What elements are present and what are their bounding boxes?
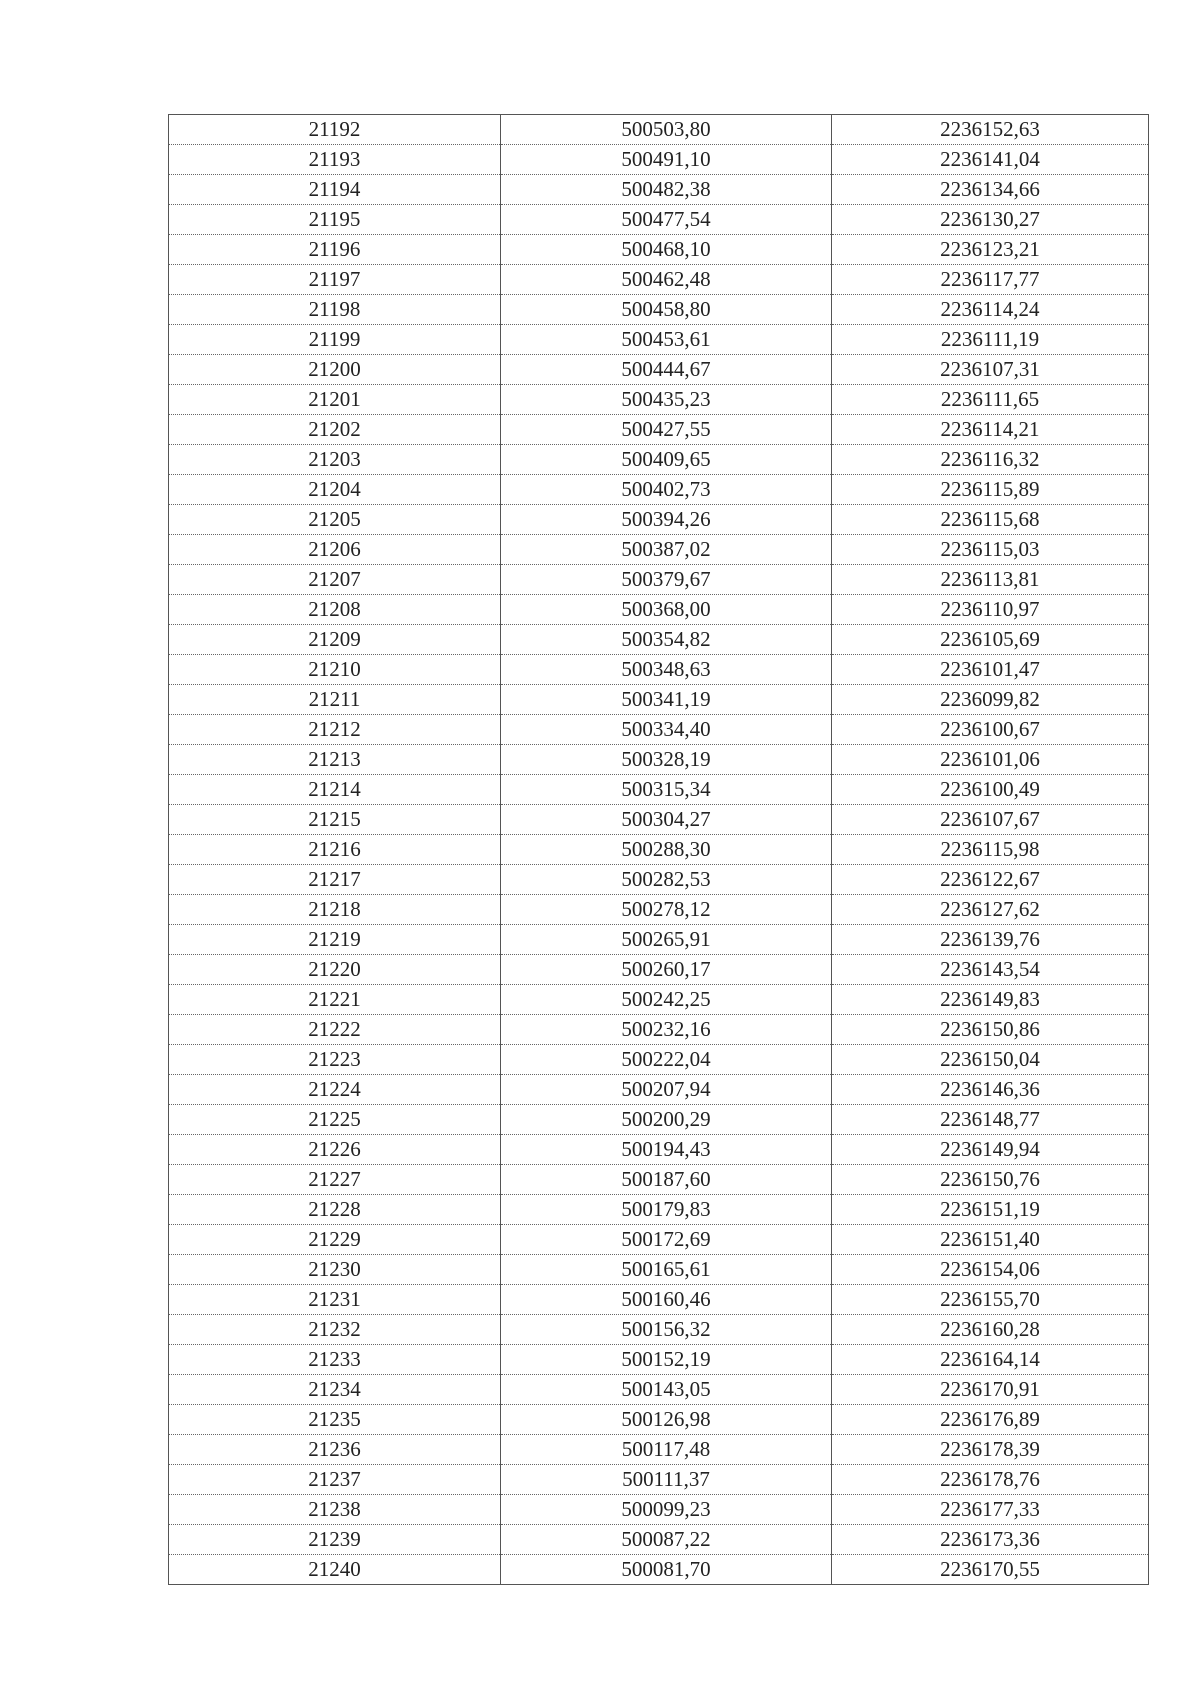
y-coordinate-cell: 2236139,76 <box>832 925 1149 955</box>
point-number-cell: 21222 <box>169 1015 501 1045</box>
x-coordinate-cell: 500462,48 <box>501 265 832 295</box>
point-number-cell: 21231 <box>169 1285 501 1315</box>
table-row <box>169 655 1149 685</box>
point-number-cell: 21239 <box>169 1525 501 1555</box>
table-row <box>169 265 1149 295</box>
table-row <box>169 865 1149 895</box>
x-coordinate-cell: 500194,43 <box>501 1135 832 1165</box>
y-coordinate-cell: 2236127,62 <box>832 895 1149 925</box>
point-number-cell: 21217 <box>169 865 501 895</box>
point-number-cell: 21218 <box>169 895 501 925</box>
point-number-cell: 21235 <box>169 1405 501 1435</box>
table-row <box>169 1375 1149 1405</box>
table-row <box>169 895 1149 925</box>
point-number-cell: 21226 <box>169 1135 501 1165</box>
x-coordinate-cell: 500387,02 <box>501 535 832 565</box>
y-coordinate-cell: 2236150,76 <box>832 1165 1149 1195</box>
y-coordinate-cell: 2236122,67 <box>832 865 1149 895</box>
table-row <box>169 1045 1149 1075</box>
y-coordinate-cell: 2236146,36 <box>832 1075 1149 1105</box>
point-number-cell: 21209 <box>169 625 501 655</box>
table-row <box>169 1255 1149 1285</box>
y-coordinate-cell: 2236176,89 <box>832 1405 1149 1435</box>
y-coordinate-cell: 2236115,03 <box>832 535 1149 565</box>
y-coordinate-cell: 2236114,24 <box>832 295 1149 325</box>
table-row <box>169 415 1149 445</box>
table-row <box>169 595 1149 625</box>
y-coordinate-cell: 2236152,63 <box>832 115 1149 145</box>
point-number-cell: 21214 <box>169 775 501 805</box>
y-coordinate-cell: 2236164,14 <box>832 1345 1149 1375</box>
point-number-cell: 21228 <box>169 1195 501 1225</box>
table-row <box>169 535 1149 565</box>
point-number-cell: 21223 <box>169 1045 501 1075</box>
table-row <box>169 175 1149 205</box>
point-number-cell: 21210 <box>169 655 501 685</box>
y-coordinate-cell: 2236134,66 <box>832 175 1149 205</box>
x-coordinate-cell: 500143,05 <box>501 1375 832 1405</box>
point-number-cell: 21215 <box>169 805 501 835</box>
x-coordinate-cell: 500394,26 <box>501 505 832 535</box>
table-row <box>169 295 1149 325</box>
point-number-cell: 21203 <box>169 445 501 475</box>
y-coordinate-cell: 2236100,67 <box>832 715 1149 745</box>
point-number-cell: 21199 <box>169 325 501 355</box>
y-coordinate-cell: 2236110,97 <box>832 595 1149 625</box>
table-row <box>169 115 1149 145</box>
coordinates-table <box>168 114 1149 1585</box>
point-number-cell: 21225 <box>169 1105 501 1135</box>
table-row <box>169 1015 1149 1045</box>
table-row <box>169 145 1149 175</box>
x-coordinate-cell: 500328,19 <box>501 745 832 775</box>
point-number-cell: 21213 <box>169 745 501 775</box>
x-coordinate-cell: 500341,19 <box>501 685 832 715</box>
y-coordinate-cell: 2236170,91 <box>832 1375 1149 1405</box>
table-row <box>169 1135 1149 1165</box>
table-row <box>169 1285 1149 1315</box>
y-coordinate-cell: 2236107,67 <box>832 805 1149 835</box>
point-number-cell: 21216 <box>169 835 501 865</box>
point-number-cell: 21198 <box>169 295 501 325</box>
x-coordinate-cell: 500222,04 <box>501 1045 832 1075</box>
x-coordinate-cell: 500477,54 <box>501 205 832 235</box>
x-coordinate-cell: 500427,55 <box>501 415 832 445</box>
table-row <box>169 1525 1149 1555</box>
y-coordinate-cell: 2236114,21 <box>832 415 1149 445</box>
y-coordinate-cell: 2236101,06 <box>832 745 1149 775</box>
y-coordinate-cell: 2236150,86 <box>832 1015 1149 1045</box>
table-row <box>169 1225 1149 1255</box>
y-coordinate-cell: 2236107,31 <box>832 355 1149 385</box>
table-row <box>169 715 1149 745</box>
y-coordinate-cell: 2236116,32 <box>832 445 1149 475</box>
y-coordinate-cell: 2236154,06 <box>832 1255 1149 1285</box>
y-coordinate-cell: 2236111,65 <box>832 385 1149 415</box>
x-coordinate-cell: 500117,48 <box>501 1435 832 1465</box>
point-number-cell: 21229 <box>169 1225 501 1255</box>
point-number-cell: 21201 <box>169 385 501 415</box>
x-coordinate-cell: 500232,16 <box>501 1015 832 1045</box>
point-number-cell: 21200 <box>169 355 501 385</box>
table-row <box>169 805 1149 835</box>
table-row <box>169 505 1149 535</box>
table-row <box>169 355 1149 385</box>
table-row <box>169 1345 1149 1375</box>
x-coordinate-cell: 500482,38 <box>501 175 832 205</box>
y-coordinate-cell: 2236123,21 <box>832 235 1149 265</box>
table-row <box>169 235 1149 265</box>
y-coordinate-cell: 2236149,94 <box>832 1135 1149 1165</box>
point-number-cell: 21205 <box>169 505 501 535</box>
x-coordinate-cell: 500368,00 <box>501 595 832 625</box>
y-coordinate-cell: 2236101,47 <box>832 655 1149 685</box>
y-coordinate-cell: 2236113,81 <box>832 565 1149 595</box>
x-coordinate-cell: 500165,61 <box>501 1255 832 1285</box>
x-coordinate-cell: 500315,34 <box>501 775 832 805</box>
x-coordinate-cell: 500179,83 <box>501 1195 832 1225</box>
y-coordinate-cell: 2236155,70 <box>832 1285 1149 1315</box>
y-coordinate-cell: 2236173,36 <box>832 1525 1149 1555</box>
x-coordinate-cell: 500126,98 <box>501 1405 832 1435</box>
table-row <box>169 1405 1149 1435</box>
table-row <box>169 1195 1149 1225</box>
x-coordinate-cell: 500444,67 <box>501 355 832 385</box>
point-number-cell: 21208 <box>169 595 501 625</box>
point-number-cell: 21212 <box>169 715 501 745</box>
point-number-cell: 21195 <box>169 205 501 235</box>
table-row <box>169 1105 1149 1135</box>
point-number-cell: 21196 <box>169 235 501 265</box>
point-number-cell: 21233 <box>169 1345 501 1375</box>
y-coordinate-cell: 2236143,54 <box>832 955 1149 985</box>
point-number-cell: 21206 <box>169 535 501 565</box>
x-coordinate-cell: 500187,60 <box>501 1165 832 1195</box>
x-coordinate-cell: 500453,61 <box>501 325 832 355</box>
table-row <box>169 205 1149 235</box>
point-number-cell: 21211 <box>169 685 501 715</box>
x-coordinate-cell: 500265,91 <box>501 925 832 955</box>
y-coordinate-cell: 2236130,27 <box>832 205 1149 235</box>
point-number-cell: 21192 <box>169 115 501 145</box>
point-number-cell: 21202 <box>169 415 501 445</box>
x-coordinate-cell: 500379,67 <box>501 565 832 595</box>
y-coordinate-cell: 2236105,69 <box>832 625 1149 655</box>
x-coordinate-cell: 500282,53 <box>501 865 832 895</box>
y-coordinate-cell: 2236115,68 <box>832 505 1149 535</box>
y-coordinate-cell: 2236177,33 <box>832 1495 1149 1525</box>
x-coordinate-cell: 500468,10 <box>501 235 832 265</box>
x-coordinate-cell: 500242,25 <box>501 985 832 1015</box>
x-coordinate-cell: 500348,63 <box>501 655 832 685</box>
table-row <box>169 1495 1149 1525</box>
table-row <box>169 445 1149 475</box>
y-coordinate-cell: 2236149,83 <box>832 985 1149 1015</box>
y-coordinate-cell: 2236115,98 <box>832 835 1149 865</box>
y-coordinate-cell: 2236170,55 <box>832 1555 1149 1585</box>
x-coordinate-cell: 500458,80 <box>501 295 832 325</box>
y-coordinate-cell: 2236115,89 <box>832 475 1149 505</box>
point-number-cell: 21232 <box>169 1315 501 1345</box>
point-number-cell: 21240 <box>169 1555 501 1585</box>
point-number-cell: 21204 <box>169 475 501 505</box>
table-row <box>169 1315 1149 1345</box>
x-coordinate-cell: 500304,27 <box>501 805 832 835</box>
point-number-cell: 21227 <box>169 1165 501 1195</box>
point-number-cell: 21219 <box>169 925 501 955</box>
table-row <box>169 925 1149 955</box>
y-coordinate-cell: 2236178,76 <box>832 1465 1149 1495</box>
x-coordinate-cell: 500278,12 <box>501 895 832 925</box>
y-coordinate-cell: 2236100,49 <box>832 775 1149 805</box>
y-coordinate-cell: 2236117,77 <box>832 265 1149 295</box>
table-row <box>169 625 1149 655</box>
table-row <box>169 325 1149 355</box>
x-coordinate-cell: 500152,19 <box>501 1345 832 1375</box>
y-coordinate-cell: 2236151,19 <box>832 1195 1149 1225</box>
point-number-cell: 21194 <box>169 175 501 205</box>
x-coordinate-cell: 500099,23 <box>501 1495 832 1525</box>
point-number-cell: 21234 <box>169 1375 501 1405</box>
x-coordinate-cell: 500402,73 <box>501 475 832 505</box>
x-coordinate-cell: 500156,32 <box>501 1315 832 1345</box>
x-coordinate-cell: 500503,80 <box>501 115 832 145</box>
x-coordinate-cell: 500334,40 <box>501 715 832 745</box>
y-coordinate-cell: 2236150,04 <box>832 1045 1149 1075</box>
x-coordinate-cell: 500207,94 <box>501 1075 832 1105</box>
x-coordinate-cell: 500087,22 <box>501 1525 832 1555</box>
table-row <box>169 1165 1149 1195</box>
coordinates-table-body <box>169 115 1149 1585</box>
y-coordinate-cell: 2236151,40 <box>832 1225 1149 1255</box>
x-coordinate-cell: 500081,70 <box>501 1555 832 1585</box>
point-number-cell: 21221 <box>169 985 501 1015</box>
table-row <box>169 685 1149 715</box>
point-number-cell: 21237 <box>169 1465 501 1495</box>
x-coordinate-cell: 500160,46 <box>501 1285 832 1315</box>
x-coordinate-cell: 500172,69 <box>501 1225 832 1255</box>
table-row <box>169 1465 1149 1495</box>
y-coordinate-cell: 2236160,28 <box>832 1315 1149 1345</box>
x-coordinate-cell: 500491,10 <box>501 145 832 175</box>
table-row <box>169 985 1149 1015</box>
point-number-cell: 21207 <box>169 565 501 595</box>
x-coordinate-cell: 500111,37 <box>501 1465 832 1495</box>
point-number-cell: 21224 <box>169 1075 501 1105</box>
table-row <box>169 745 1149 775</box>
table-row <box>169 775 1149 805</box>
table-row <box>169 835 1149 865</box>
y-coordinate-cell: 2236178,39 <box>832 1435 1149 1465</box>
y-coordinate-cell: 2236148,77 <box>832 1105 1149 1135</box>
point-number-cell: 21197 <box>169 265 501 295</box>
x-coordinate-cell: 500200,29 <box>501 1105 832 1135</box>
table-row <box>169 1435 1149 1465</box>
table-row <box>169 1555 1149 1585</box>
x-coordinate-cell: 500354,82 <box>501 625 832 655</box>
point-number-cell: 21193 <box>169 145 501 175</box>
table-row <box>169 385 1149 415</box>
table-row <box>169 565 1149 595</box>
point-number-cell: 21236 <box>169 1435 501 1465</box>
y-coordinate-cell: 2236111,19 <box>832 325 1149 355</box>
point-number-cell: 21220 <box>169 955 501 985</box>
point-number-cell: 21238 <box>169 1495 501 1525</box>
y-coordinate-cell: 2236099,82 <box>832 685 1149 715</box>
table-row <box>169 475 1149 505</box>
x-coordinate-cell: 500288,30 <box>501 835 832 865</box>
x-coordinate-cell: 500409,65 <box>501 445 832 475</box>
y-coordinate-cell: 2236141,04 <box>832 145 1149 175</box>
x-coordinate-cell: 500435,23 <box>501 385 832 415</box>
table-row <box>169 955 1149 985</box>
table-row <box>169 1075 1149 1105</box>
x-coordinate-cell: 500260,17 <box>501 955 832 985</box>
point-number-cell: 21230 <box>169 1255 501 1285</box>
